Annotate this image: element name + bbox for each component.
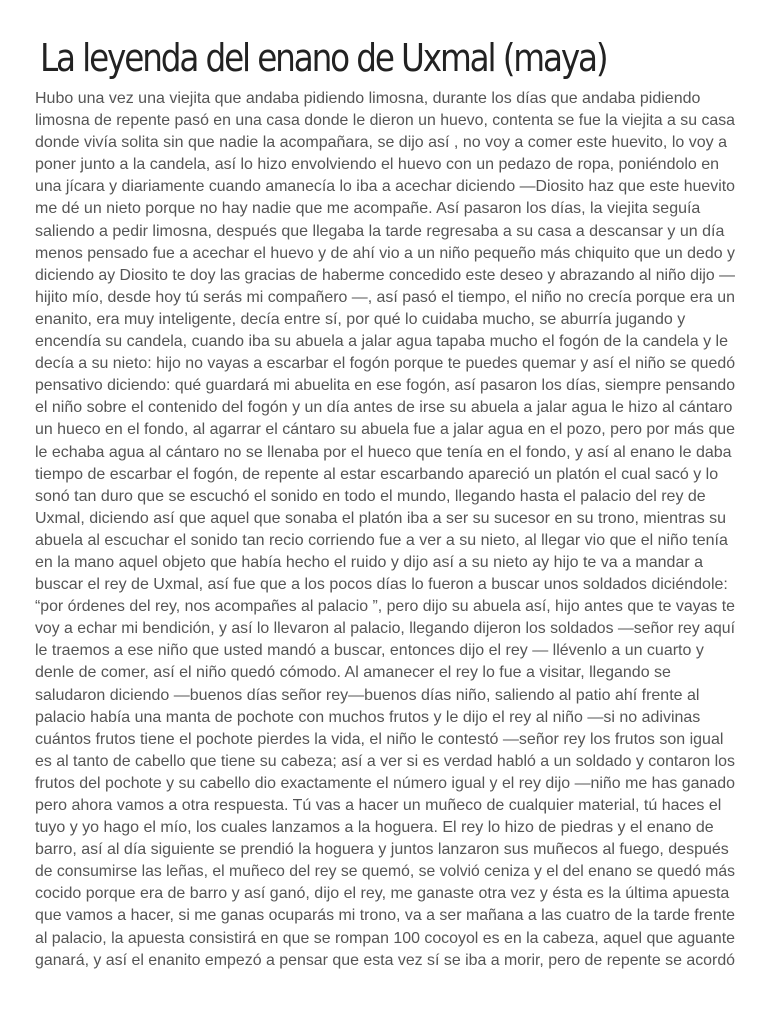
text-line: poner junto a la candela, así lo hizo envolviendo el huevo con un pedazo de ropa, poniéndolo en bbox=[35, 156, 720, 174]
text-line: menos pensado fue a acechar el huevo y de ahí vio a un niño pequeño más chiquito que un dedo y bbox=[35, 244, 735, 262]
text-line: un hueco en el fondo, al agarrar el cántaro su abuela fue a jalar agua en el pozo, pero por más que bbox=[35, 421, 736, 439]
text-line: diciendo ay Diosito te doy las gracias de haberme concedido este deseo y abrazando al niño dijo — bbox=[35, 266, 735, 284]
text-line: tiempo de escarbar el fogón, de repente al estar escarbando apareció un platón el cual sacó y lo bbox=[35, 465, 719, 483]
text-line: decía a su nieto: hijo no vayas a escarbar el fogón porque te puedes quemar y así el niño se quedó bbox=[35, 355, 736, 373]
text-line: palacio había una manta de pochote con muchos frutos y le dijo el rey al niño —si no adivinas bbox=[35, 708, 701, 726]
text-line: saludaron diciendo —buenos días señor rey—buenos días niño, saliendo al patio ahí frente al bbox=[35, 686, 700, 704]
text-line: abuela al escuchar el sonido tan recio corriendo fue a ver a su nieto, al llegar vio que el niño tenía bbox=[35, 531, 728, 549]
text-line: una jícara y diariamente cuando amanecía lo iba a acechar diciendo —Diosito haz que este huevito bbox=[35, 178, 735, 196]
text-line: enanito, era muy inteligente, decía entre sí, por qué lo cuidaba mucho, se aburría jugando y bbox=[35, 310, 686, 328]
text-line: pensativo diciendo: qué guardará mi abuelita en ese fogón, así pasaron los días, siempre pensando bbox=[35, 377, 736, 395]
document-title: La leyenda del enano de Uxmal (maya) bbox=[40, 36, 607, 80]
text-line: Hubo una vez una viejita que andaba pidiendo limosna, durante los días que andaba pidiendo bbox=[35, 90, 701, 107]
text-line: cocido porque era de barro y así ganó, dijo el rey, me ganaste otra vez y ésta es la última apuesta bbox=[35, 885, 730, 903]
text-line: sonó tan duro que se escuchó el sonido en todo el mundo, llegando hasta el palacio del rey de bbox=[35, 487, 706, 505]
text-line: le echaba agua al cántaro no se llenaba por el hueco que tenía en el fondo, y así al enano le daba bbox=[35, 443, 732, 461]
text-line: pero ahora vamos a otra respuesta. Tú vas a hacer un muñeco de cualquier material, tú haces el bbox=[35, 797, 722, 814]
text-line: denle de comer, así el niño quedó cómodo. Al amanecer el rey lo fue a visitar, llegando se bbox=[35, 664, 671, 682]
text-line: en la mano aquel objeto que había hecho el ruido y dijo así a su nieto ay hijo te va a mandar a bbox=[35, 553, 704, 571]
text-line: me dé un nieto porque no hay nadie que me acompañe. Así pasaron los días, la viejita seguía bbox=[35, 200, 701, 218]
text-line: el niño sobre el contenido del fogón y un día antes de irse su abuela a jalar agua le hizo al cántaro bbox=[35, 399, 733, 417]
text-line: Uxmal, diciendo así que aquel que sonaba el platón iba a ser su sucesor en su trono, mientras su bbox=[35, 509, 727, 527]
text-line: hijito mío, desde hoy tú serás mi compañero —, así pasó el tiempo, el niño no crecía porque era un bbox=[35, 288, 735, 306]
text-line: buscar el rey de Uxmal, así fue que a los pocos días lo fueron a buscar unos soldados diciéndole: bbox=[35, 576, 728, 594]
text-line: saliendo a pedir limosna, después que llegaba la tarde regresaba a su casa a descansar y un día bbox=[35, 222, 725, 240]
text-line: le traemos a ese niño que usted mandó a buscar, entonces dijo el rey — llévenlo a un cuarto y bbox=[35, 642, 704, 660]
text-line: frutos del pochote y su cabello dio exactamente el número igual y el rey dijo —niño me has ganado bbox=[35, 774, 735, 792]
text-line: de consumirse las leñas, el muñeco del rey se quemó, se volvió ceniza y el del enano se quedó más bbox=[35, 863, 736, 881]
text-line: ganará, y así el enanito empezó a pensar que esta vez sí se iba a morir, pero de repente se acordó bbox=[35, 951, 736, 969]
text-line: que vamos a hacer, si me ganas ocuparás mi trono, va a ser mañana a las cuatro de la tarde frente bbox=[35, 907, 735, 925]
text-line: tuyo y yo hago el mío, los cuales lanzamos a la hoguera. El rey lo hizo de piedras y el enano de bbox=[35, 819, 714, 837]
text-line: cuántos frutos tiene el pochote pierdes la vida, el niño le contestó —señor rey los frutos son igual bbox=[35, 730, 724, 748]
story-body bbox=[35, 88, 735, 972]
text-line: es al tanto de cabello que tiene su cabeza; así a ver si es verdad habló a un soldado y contaron los bbox=[35, 752, 735, 770]
text-line: limosna de repente pasó en una casa donde le dieron un huevo, contenta se fue la viejita a su casa bbox=[35, 112, 736, 130]
text-line: al palacio, la apuesta consistirá en que se rompan 100 cocoyol es en la cabeza, aquel que aguante bbox=[35, 929, 736, 947]
text-line: “por órdenes del rey, nos acompañes al palacio ”, pero dijo su abuela así, hijo antes que te vayas te bbox=[35, 598, 735, 616]
text-line: voy a echar mi bendición, y así lo llevaron al palacio, llegando dijeron los soldados —señor rey aquí bbox=[35, 620, 736, 638]
text-line: encendía su candela, cuando iba su abuela a jalar agua tapaba mucho el fogón de la candela y le bbox=[35, 333, 728, 351]
text-line: barro, así al día siguiente se prendió la hoguera y juntos lanzaron sus muñecos al fuego, después bbox=[35, 841, 729, 859]
text-line: donde vivía solita sin que nadie la acompañara, se dijo así , no voy a comer este huevito, lo voy a bbox=[35, 134, 727, 152]
